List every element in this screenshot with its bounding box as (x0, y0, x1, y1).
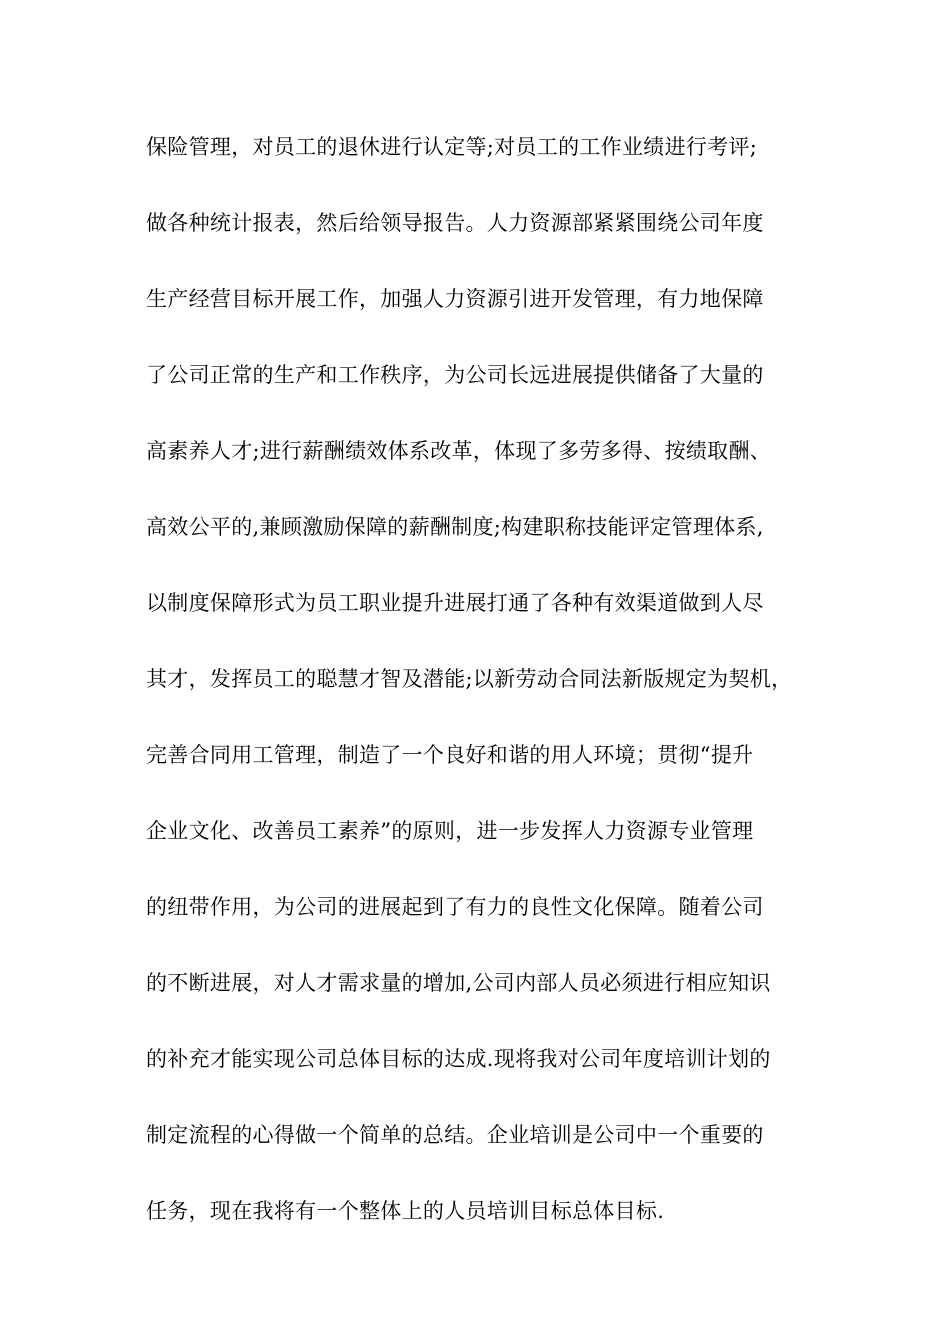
text-line: 以制度保障形式为员工职业提升进展打通了各种有效渠道做到人尽 (146, 591, 764, 615)
text-line: 生产经营目标开展工作，加强人力资源引进开发管理，有力地保障 (146, 287, 764, 311)
text-line: 企业文化、改善员工素养”的原则，进一步发挥人力资源专业管理 (146, 819, 754, 843)
text-line: 任务，现在我将有一个整体上的人员培训目标总体目标. (146, 1199, 665, 1223)
text-line: 保险管理，对员工的退休进行认定等;对员工的工作业绩进行考评; (146, 135, 758, 159)
body-text (146, 128, 826, 1268)
text-line: 的纽带作用，为公司的进展起到了有力的良性文化保障。随着公司 (146, 895, 764, 919)
text-line: 制定流程的心得做一个简单的总结。企业培训是公司中一个重要的 (146, 1123, 764, 1147)
text-line: 其才，发挥员工的聪慧才智及潜能;以新劳动合同法新版规定为契机， (146, 667, 793, 691)
text-line: 高效公平的,兼顾激励保障的薪酬制度;构建职称技能评定管理体系, (146, 515, 764, 539)
text-line: 的补充才能实现公司总体目标的达成.现将我对公司年度培训计划的 (146, 1047, 771, 1071)
text-line: 了公司正常的生产和工作秩序，为公司长远进展提供储备了大量的 (146, 363, 764, 387)
text-line: 做各种统计报表，然后给领导报告。人力资源部紧紧围绕公司年度 (146, 211, 764, 235)
text-line: 完善合同用工管理，制造了一个良好和谐的用人环境；贯彻“提升 (146, 743, 754, 767)
text-line: 高素养人才;进行薪酬绩效体系改革，体现了多劳多得、按绩取酬、 (146, 439, 772, 463)
text-line: 的不断进展，对人才需求量的增加,公司内部人员必须进行相应知识 (146, 971, 771, 995)
